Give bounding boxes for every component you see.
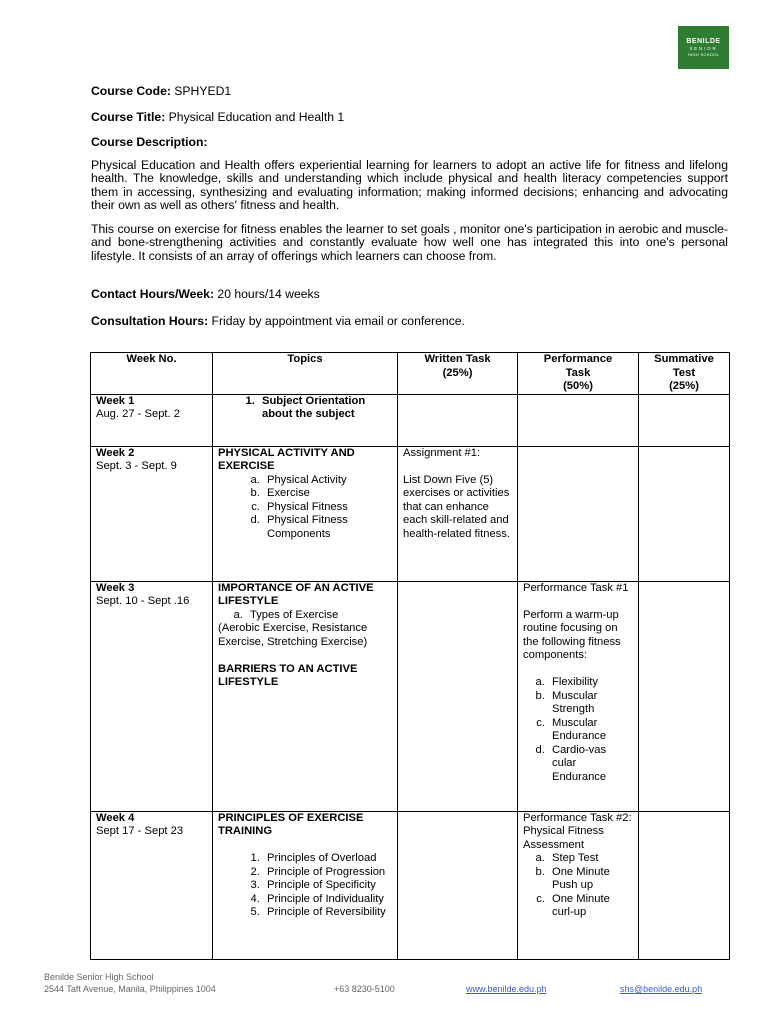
- topic-subitem: b. Exercise: [263, 487, 392, 501]
- week-dates: Aug. 27 - Sept. 2: [96, 408, 180, 420]
- course-code: [91, 84, 231, 98]
- topic-subitem: 4. Principle of Individuality: [263, 893, 392, 907]
- performance-cell: [518, 581, 639, 811]
- topic-heading: PRINCIPLES OF EXERCISE TRAINING: [218, 811, 364, 837]
- topic-heading: BARRIERS TO AN ACTIVE LIFESTYLE: [218, 662, 358, 688]
- course-code-value: SPHYED1: [174, 84, 232, 98]
- assignment-body: List Down Five (5) exercises or activities that can enhance each skill-related and health-related fitness.: [403, 473, 510, 540]
- week-dates: Sept. 3 - Sept. 9: [96, 460, 177, 472]
- performance-task-title: Performance Task #2: Physical Fitness Assessment: [523, 811, 632, 851]
- course-title-label: Course Title:: [91, 110, 166, 124]
- description-paragraph-2: This course on exercise for fitness enables the learner to set goals , monitor one's participation in aerobic and muscle- and bone-strengthening activities and constantly evaluate how well one has integrated this into one's personal lifestyle. It consists of an array of offerings which learners can choose from.: [91, 222, 728, 263]
- logo-line-2: SENIOR: [689, 46, 718, 51]
- performance-item: b. Muscular Strength: [548, 690, 633, 717]
- description-paragraph-1: Physical Education and Health offers experiential learning for learners to adopt an active life for fitness and lifelong health. The knowledge, skills and understanding which include physical and health literacy competencies support them in accessing, synthesizing and evaluating information; making informed decisions; enhancing and advocating their own as well as others' fitness and health.: [91, 158, 728, 213]
- topic-subitem: 1. Principles of Overload: [263, 852, 392, 866]
- topic-subitem: c. Physical Fitness: [263, 501, 392, 515]
- summative-cell: [639, 581, 730, 811]
- page-footer: [44, 971, 734, 995]
- written-cell: [398, 446, 518, 581]
- topic-subitem: 2. Principle of Progression: [263, 866, 392, 880]
- performance-item: b. One Minute Push up: [548, 866, 633, 893]
- footer-phone: +63 8230-5100: [334, 984, 395, 994]
- week-label: Week 1: [96, 394, 135, 407]
- topic-subitem: a. Types of Exercise: [246, 609, 392, 623]
- performance-cell: [518, 446, 639, 581]
- footer-address: 2544 Taft Avenue, Manila, Philippines 1004: [44, 984, 216, 994]
- course-code-label: Course Code:: [91, 84, 171, 98]
- topics-cell: [213, 581, 398, 811]
- footer-school-name: Benilde Senior High School: [44, 972, 154, 982]
- header-week: Week No.: [91, 353, 213, 395]
- header-written-task: Written Task (25%): [398, 353, 518, 395]
- topic-heading: PHYSICAL ACTIVITY AND EXERCISE: [218, 446, 355, 472]
- performance-item: c. Muscular Endurance: [548, 717, 633, 744]
- table-row: [91, 394, 730, 446]
- table-row: [91, 446, 730, 581]
- topic-subitem: 3. Principle of Specificity: [263, 879, 392, 893]
- week-label: Week 3: [96, 581, 135, 594]
- topic-heading: IMPORTANCE OF AN ACTIVE LIFESTYLE: [218, 581, 374, 607]
- performance-task-body: Perform a warm-up routine focusing on the following fitness components:: [523, 608, 621, 661]
- footer-website-link[interactable]: www.benilde.edu.ph: [466, 984, 547, 994]
- header-summative-test: Summative Test (25%): [639, 353, 730, 395]
- performance-cell: [518, 394, 639, 446]
- table-row: [91, 581, 730, 811]
- header-performance-task: Performance Task (50%): [518, 353, 639, 395]
- performance-item: a. Flexibility: [548, 676, 633, 690]
- topics-cell: [213, 394, 398, 446]
- consultation-hours-label: Consultation Hours:: [91, 314, 209, 328]
- performance-cell: [518, 811, 639, 959]
- week-cell: [91, 446, 213, 581]
- table-header-row: [91, 353, 730, 395]
- topics-cell: [213, 446, 398, 581]
- week-cell: [91, 394, 213, 446]
- assignment-title: Assignment #1:: [403, 446, 481, 459]
- week-label: Week 4: [96, 811, 135, 824]
- contact-hours-label: Contact Hours/Week:: [91, 287, 215, 301]
- topic-item: 1. Subject Orientation about the subject: [258, 395, 392, 422]
- course-title: [91, 110, 344, 124]
- performance-task-title: Performance Task #1: [523, 581, 629, 594]
- topic-subitem-detail: (Aerobic Exercise, Resistance Exercise, Stretching Exercise): [218, 622, 368, 648]
- summative-cell: [639, 811, 730, 959]
- week-label: Week 2: [96, 446, 135, 459]
- course-title-value: Physical Education and Health 1: [168, 110, 345, 124]
- week-cell: [91, 581, 213, 811]
- logo-line-3: HIGH SCHOOL: [687, 52, 720, 57]
- footer-email-link[interactable]: shs@benilde.edu.ph: [620, 984, 703, 994]
- course-description-heading: [91, 135, 207, 149]
- topic-subitem: d. Physical Fitness Components: [263, 514, 392, 541]
- logo-line-1: BENILDE: [686, 38, 721, 45]
- week-dates: Sept. 10 - Sept .16: [96, 595, 190, 607]
- performance-item: d. Cardio-vas cular Endurance: [548, 744, 633, 785]
- topic-subitem: 5. Principle of Reversibility: [263, 906, 392, 920]
- benilde-logo: [678, 26, 729, 69]
- week-cell: [91, 811, 213, 959]
- schedule-table: [90, 352, 730, 960]
- topics-cell: [213, 811, 398, 959]
- performance-item: c. One Minute curl-up: [548, 893, 633, 920]
- written-cell: [398, 394, 518, 446]
- consultation-hours-value: Friday by appointment via email or conference.: [211, 314, 465, 328]
- summative-cell: [639, 394, 730, 446]
- contact-hours: [91, 287, 320, 301]
- table-row: [91, 811, 730, 959]
- written-cell: [398, 811, 518, 959]
- contact-hours-value: 20 hours/14 weeks: [217, 287, 320, 301]
- topic-subitem: a. Physical Activity: [263, 474, 392, 488]
- summative-cell: [639, 446, 730, 581]
- consultation-hours: [91, 314, 465, 328]
- week-dates: Sept 17 - Sept 23: [96, 825, 184, 837]
- header-topics: Topics: [213, 353, 398, 395]
- written-cell: [398, 581, 518, 811]
- performance-item: a. Step Test: [548, 852, 633, 866]
- course-description-label: Course Description:: [91, 135, 208, 149]
